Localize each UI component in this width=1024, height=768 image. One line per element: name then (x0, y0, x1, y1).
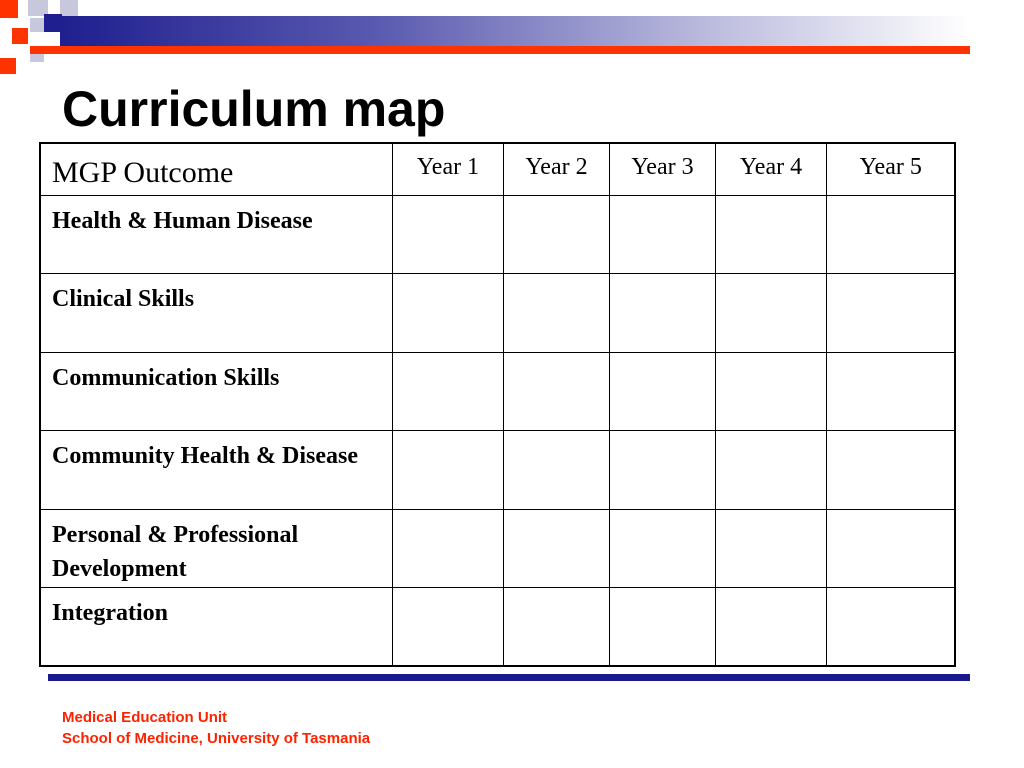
footer-unit: Medical Education Unit (62, 709, 228, 726)
table-cell (392, 352, 503, 431)
curriculum-map-table (39, 142, 956, 667)
decor-square (12, 28, 28, 44)
table-cell (609, 431, 715, 510)
table-cell (826, 588, 955, 667)
year-column-header: Year 4 (715, 143, 826, 195)
table-cell (503, 588, 609, 667)
table-header-row (40, 143, 955, 195)
table-cell (392, 588, 503, 667)
decor-square (0, 0, 18, 18)
table-cell (609, 588, 715, 667)
table-cell (715, 274, 826, 353)
outcome-label: Community Health & Disease (40, 431, 392, 510)
year-column-header: Year 5 (826, 143, 955, 195)
table-cell (715, 588, 826, 667)
table-cell (503, 431, 609, 510)
table-cell (609, 352, 715, 431)
outcome-label: Communication Skills (40, 352, 392, 431)
table-row (40, 588, 955, 667)
table-row (40, 509, 955, 588)
table-cell (609, 509, 715, 588)
outcome-label: Health & Human Disease (40, 195, 392, 274)
table-row (40, 352, 955, 431)
table-cell (392, 431, 503, 510)
table-cell (503, 352, 609, 431)
table-cell (826, 352, 955, 431)
outcome-label: Integration (40, 588, 392, 667)
decor-square (30, 18, 44, 32)
table-row (40, 195, 955, 274)
table-cell (392, 195, 503, 274)
footer-institution: School of Medicine, University of Tasmania (62, 730, 371, 747)
table-cell (392, 509, 503, 588)
table-cell (503, 195, 609, 274)
outcome-label: Personal & Professional Development (40, 509, 392, 588)
table-cell (826, 509, 955, 588)
table-cell (503, 509, 609, 588)
footer (62, 707, 370, 749)
year-column-header: Year 2 (503, 143, 609, 195)
table-row (40, 431, 955, 510)
table-cell (609, 274, 715, 353)
outcome-column-header: MGP Outcome (40, 143, 392, 195)
table-row (40, 274, 955, 353)
decor-square (0, 58, 16, 74)
table-cell (715, 352, 826, 431)
table-cell (503, 274, 609, 353)
table-cell (715, 195, 826, 274)
page-title: Curriculum map (62, 81, 446, 137)
header-accent-bar (30, 46, 970, 54)
table-cell (826, 274, 955, 353)
year-column-header: Year 1 (392, 143, 503, 195)
year-column-header: Year 3 (609, 143, 715, 195)
table-cell (609, 195, 715, 274)
outcome-label: Clinical Skills (40, 274, 392, 353)
footer-divider-bar (48, 674, 970, 681)
table-cell (715, 431, 826, 510)
table-cell (826, 431, 955, 510)
header-gradient-bar (60, 16, 970, 46)
table-cell (715, 509, 826, 588)
table-cell (826, 195, 955, 274)
table-cell (392, 274, 503, 353)
